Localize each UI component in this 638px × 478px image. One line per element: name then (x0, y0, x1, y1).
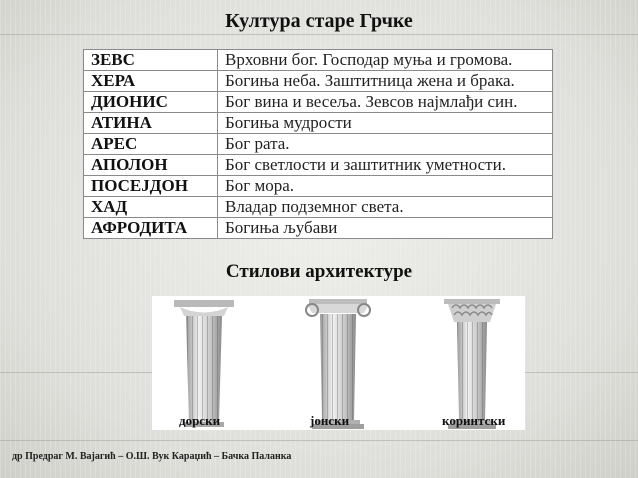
deity-name: ХЕРА (84, 71, 218, 92)
architecture-columns-image (152, 296, 525, 430)
deity-name: ДИОНИС (84, 92, 218, 113)
deity-description: Владар подземног света. (218, 197, 553, 218)
deity-name: ЗЕВС (84, 50, 218, 71)
deity-name: АТИНА (84, 113, 218, 134)
ionic-label: јонски (310, 413, 350, 428)
deities-table (83, 49, 553, 239)
deity-name: АРЕС (84, 134, 218, 155)
deity-description: Бог светлости и заштитник уметности. (218, 155, 553, 176)
table-row (84, 113, 553, 134)
slide-title: Култура старе Грчке (225, 10, 413, 32)
deity-name: АФРОДИТА (84, 218, 218, 239)
deity-description: Богиња љубави (218, 218, 553, 239)
table-row (84, 134, 553, 155)
columns-illustration (152, 296, 525, 430)
table-row (84, 197, 553, 218)
ionic-column-icon (306, 299, 370, 429)
deity-description: Бог рата. (218, 134, 553, 155)
deity-name: АПОЛОН (84, 155, 218, 176)
decor-line (0, 34, 638, 35)
table-row (84, 176, 553, 197)
decor-line (0, 440, 638, 441)
deity-description: Бог мора. (218, 176, 553, 197)
deity-name: ПОСЕЈДОН (84, 176, 218, 197)
table-row (84, 218, 553, 239)
deity-description: Богиња мудрости (218, 113, 553, 134)
corinthian-column-icon (444, 299, 500, 429)
table-row (84, 71, 553, 92)
deity-name: ХАД (84, 197, 218, 218)
table-row (84, 50, 553, 71)
doric-column-icon (174, 300, 234, 427)
section-subtitle: Стилови архитектуре (225, 261, 413, 282)
table-row (84, 155, 553, 176)
deity-description: Врховни бог. Господар муња и громова. (218, 50, 553, 71)
corinthian-label: коринтски (442, 413, 506, 428)
table-row (84, 92, 553, 113)
deity-description: Бог вина и весеља. Зевсов најмлађи син. (218, 92, 553, 113)
doric-label: дорски (179, 413, 221, 428)
deity-description: Богиња неба. Заштитница жена и брака. (218, 71, 553, 92)
footer-credit: др Предраг М. Вајагић – О.Ш. Вук Караџић – Бачка Паланка (12, 451, 292, 462)
